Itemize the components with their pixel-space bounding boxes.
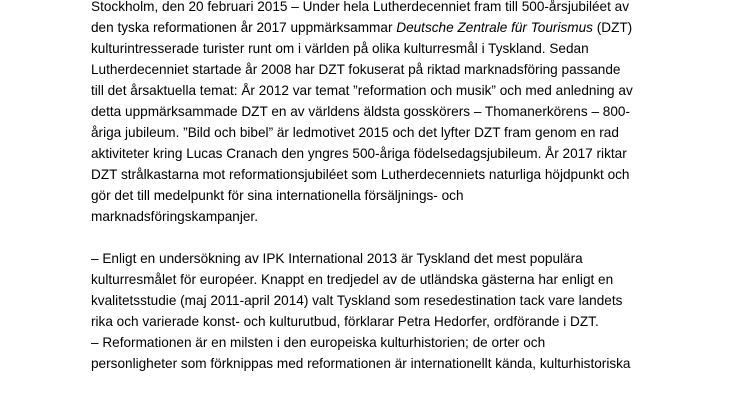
text-line-4: Lutherdecenniet startade år 2008 har DZT fokuserat på riktad marknadsföring passande — [91, 62, 621, 77]
text-line-14: kvalitetsstudie (maj 2011-april 2014) valt Tyskland som resedestination tack vare landets — [91, 293, 623, 308]
text-line-12: – Enligt en undersökning av IPK International 2013 är Tyskland det mest populära — [91, 251, 583, 266]
text-line-3: kulturintresserade turister runt om i världen på olika kulturresmål i Tyskland. Sedan — [91, 41, 589, 56]
text-line-10: gör det till medelpunkt för sina internationella försäljnings- och — [91, 188, 464, 203]
text-line-2 — [91, 20, 632, 36]
text-line-9: DZT strålkastarna mot reformationsjubiléet som Lutherdecenniets naturliga höjdpunkt och — [91, 167, 630, 182]
text-line-17: personligheter som förknippas med reformationen är internationellt kända, kulturhistoriska — [91, 356, 631, 371]
text-line-5: till det årsaktuella temat: År 2012 var temat ”reformation och musik” och med anledning av — [91, 83, 633, 98]
text-line-2-end: (DZT) — [592, 20, 633, 35]
text-line-11: marknadsföringskampanjer. — [91, 209, 258, 224]
text-line-7: åriga jubileum. ”Bild och bibel” är ledmotivet 2015 och det lyfter DZT fram genom en rad — [91, 125, 619, 140]
text-line-1: Stockholm, den 20 februari 2015 – Under hela Lutherdecenniet fram till 500-årsjubiléet av — [91, 0, 630, 14]
text-line-15: rika och varierade konst- och kulturutbud, förklarar Petra Hedorfer, ordförande i DZT. — [91, 314, 599, 329]
text-line-8: aktiviteter kring Lucas Cranach den yngres 500-åriga födelsedagsjubileum. År 2017 riktar — [91, 146, 627, 161]
italic-organization-name: Deutsche Zentrale für Tourismus — [396, 20, 593, 35]
text-line-6: detta uppmärksammade DZT en av världens äldsta gosskörers – Thomanerkörens – 800- — [91, 104, 630, 119]
text-line-16: – Reformationen är en milsten i den europeiska kulturhistorien; de orter och — [91, 335, 546, 350]
text-line-13: kulturresmålet för européer. Knappt en tredjedel av de utländska gästerna har enligt en — [91, 272, 614, 287]
text-line-2-start: den tyska reformationen år 2017 uppmärksammar — [91, 20, 397, 35]
